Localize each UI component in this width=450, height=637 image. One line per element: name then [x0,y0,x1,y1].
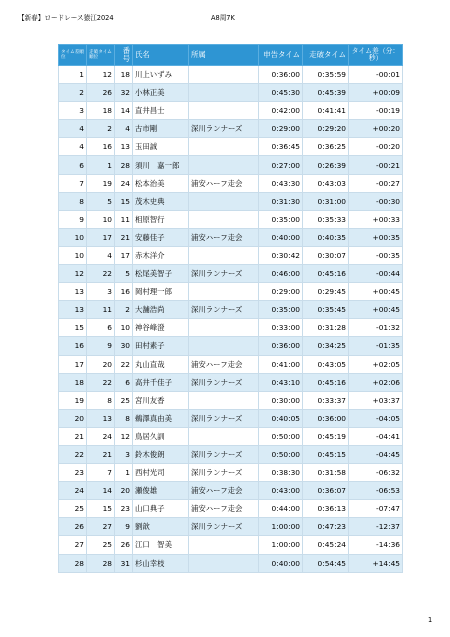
cell-bib: 23 [115,500,133,518]
cell-run-time: 0:31:00 [303,192,349,210]
cell-bib: 1 [115,464,133,482]
cell-time-diff: -01:32 [349,319,403,337]
cell-run-time: 0:45:16 [303,265,349,283]
cell-run-rank: 13 [87,409,115,427]
cell-club: 浦安ハーフ走会 [189,482,259,500]
cell-club [189,246,259,264]
cell-club: 深川ランナーズ [189,445,259,463]
col-club: 所属 [189,45,259,66]
table-row [59,283,403,301]
cell-time-diff: -06:53 [349,482,403,500]
cell-run-time: 0:43:03 [303,174,349,192]
cell-time-rank: 15 [59,319,87,337]
cell-club: 深川ランナーズ [189,120,259,138]
cell-time-diff: -00:19 [349,102,403,120]
cell-declared-time: 0:36:45 [259,138,303,156]
cell-club: 深川ランナーズ [189,373,259,391]
cell-time-diff: -06:32 [349,464,403,482]
cell-declared-time: 0:27:00 [259,156,303,174]
cell-bib: 15 [115,192,133,210]
cell-run-time: 0:36:13 [303,500,349,518]
table-row [59,265,403,283]
cell-declared-time: 0:50:00 [259,445,303,463]
cell-run-time: 0:31:28 [303,319,349,337]
cell-run-rank: 7 [87,464,115,482]
cell-bib: 28 [115,156,133,174]
cell-run-rank: 9 [87,337,115,355]
cell-declared-time: 0:29:00 [259,120,303,138]
cell-club: 浦安ハーフ走会 [189,174,259,192]
cell-time-diff: -14:36 [349,536,403,554]
cell-name: 古市剛 [133,120,189,138]
cell-time-rank: 4 [59,120,87,138]
table-row [59,500,403,518]
cell-time-rank: 17 [59,355,87,373]
cell-bib: 21 [115,228,133,246]
cell-time-rank: 28 [59,554,87,572]
cell-bib: 3 [115,445,133,463]
table-row [59,210,403,228]
cell-time-rank: 6 [59,156,87,174]
cell-declared-time: 0:41:00 [259,355,303,373]
table-row [59,409,403,427]
cell-name: 安藤佳子 [133,228,189,246]
cell-run-time: 0:35:45 [303,301,349,319]
cell-run-rank: 8 [87,391,115,409]
cell-name: 江口 智美 [133,536,189,554]
table-row [59,246,403,264]
cell-run-time: 0:35:59 [303,66,349,84]
cell-time-rank: 24 [59,482,87,500]
cell-name: 岡村理一郎 [133,283,189,301]
cell-time-rank: 1 [59,66,87,84]
cell-declared-time: 0:35:00 [259,301,303,319]
cell-run-time: 0:29:45 [303,283,349,301]
cell-declared-time: 0:38:30 [259,464,303,482]
cell-time-diff: -00:30 [349,192,403,210]
cell-name: 杉山幸枝 [133,554,189,572]
cell-time-rank: 2 [59,84,87,102]
cell-time-diff: +00:33 [349,210,403,228]
cell-run-rank: 27 [87,518,115,536]
cell-bib: 13 [115,138,133,156]
cell-run-rank: 17 [87,228,115,246]
cell-time-diff: +00:45 [349,301,403,319]
cell-time-rank: 27 [59,536,87,554]
cell-time-diff: +14:45 [349,554,403,572]
cell-bib: 17 [115,246,133,264]
cell-bib: 16 [115,283,133,301]
cell-run-rank: 10 [87,210,115,228]
col-time-rank: タイム差順位 [59,45,87,66]
cell-declared-time: 0:35:00 [259,210,303,228]
cell-time-diff: +00:35 [349,228,403,246]
cell-run-rank: 15 [87,500,115,518]
cell-time-rank: 3 [59,102,87,120]
cell-time-diff: +00:20 [349,120,403,138]
cell-declared-time: 0:40:00 [259,554,303,572]
cell-bib: 8 [115,409,133,427]
table-row [59,482,403,500]
cell-name: 劉歆 [133,518,189,536]
cell-club: 深川ランナーズ [189,265,259,283]
cell-declared-time: 1:00:00 [259,536,303,554]
col-run-time-rank: 走破タイム順位 [87,45,115,66]
cell-club [189,337,259,355]
table-row [59,66,403,84]
cell-time-rank: 8 [59,192,87,210]
cell-time-diff: -00:35 [349,246,403,264]
cell-run-rank: 21 [87,445,115,463]
table-row [59,554,403,572]
cell-run-time: 0:45:15 [303,445,349,463]
cell-bib: 20 [115,482,133,500]
cell-declared-time: 0:44:00 [259,500,303,518]
cell-name: 山口典子 [133,500,189,518]
cell-declared-time: 0:40:00 [259,228,303,246]
cell-bib: 22 [115,355,133,373]
cell-run-rank: 6 [87,319,115,337]
cell-club [189,138,259,156]
table-row [59,319,403,337]
cell-name: 大舗浩尚 [133,301,189,319]
table-row [59,536,403,554]
cell-club: 深川ランナーズ [189,464,259,482]
cell-time-rank: 21 [59,427,87,445]
cell-time-diff: -04:41 [349,427,403,445]
cell-time-rank: 4 [59,138,87,156]
cell-declared-time: 0:29:00 [259,283,303,301]
cell-name: 小林正美 [133,84,189,102]
cell-name: 瀬俊雄 [133,482,189,500]
cell-run-time: 0:36:07 [303,482,349,500]
cell-club [189,319,259,337]
cell-club: 浦安ハーフ走会 [189,228,259,246]
cell-declared-time: 0:36:00 [259,337,303,355]
cell-time-rank: 22 [59,445,87,463]
race-category: A8周7K [211,14,235,22]
cell-club [189,84,259,102]
cell-club: 深川ランナーズ [189,518,259,536]
cell-run-rank: 3 [87,283,115,301]
cell-name: 高井千佳子 [133,373,189,391]
cell-name: 松本治美 [133,174,189,192]
cell-time-rank: 10 [59,246,87,264]
cell-time-rank: 26 [59,518,87,536]
cell-run-rank: 14 [87,482,115,500]
cell-bib: 11 [115,210,133,228]
cell-declared-time: 0:46:00 [259,265,303,283]
col-declared-time: 申告タイム [259,45,303,66]
cell-run-rank: 24 [87,427,115,445]
table-row [59,391,403,409]
cell-declared-time: 0:40:05 [259,409,303,427]
page-number: 1 [428,616,433,624]
cell-run-rank: 18 [87,102,115,120]
cell-time-diff: +00:45 [349,283,403,301]
cell-club [189,283,259,301]
results-table-header [59,45,403,66]
cell-time-rank: 13 [59,301,87,319]
cell-name: 松尾美智子 [133,265,189,283]
cell-bib: 14 [115,102,133,120]
cell-club: 深川ランナーズ [189,301,259,319]
table-row [59,445,403,463]
cell-run-rank: 5 [87,192,115,210]
cell-club [189,427,259,445]
table-row [59,228,403,246]
cell-time-rank: 18 [59,373,87,391]
table-row [59,156,403,174]
cell-declared-time: 0:43:30 [259,174,303,192]
cell-time-rank: 16 [59,337,87,355]
cell-club: 浦安ハーフ走会 [189,500,259,518]
cell-time-rank: 25 [59,500,87,518]
results-table [58,44,403,573]
cell-time-diff: -00:20 [349,138,403,156]
cell-run-time: 0:47:23 [303,518,349,536]
table-row [59,192,403,210]
cell-run-rank: 28 [87,554,115,572]
cell-declared-time: 0:30:42 [259,246,303,264]
cell-declared-time: 0:50:00 [259,427,303,445]
cell-run-rank: 25 [87,536,115,554]
cell-time-diff: -00:01 [349,66,403,84]
cell-run-rank: 20 [87,355,115,373]
table-row [59,102,403,120]
cell-run-time: 0:40:35 [303,228,349,246]
cell-time-rank: 20 [59,409,87,427]
table-row [59,138,403,156]
cell-name: 川上いずみ [133,66,189,84]
cell-run-time: 0:33:37 [303,391,349,409]
cell-club: 浦安ハーフ走会 [189,355,259,373]
cell-run-time: 0:30:07 [303,246,349,264]
cell-run-time: 0:45:39 [303,84,349,102]
cell-time-diff: -04:05 [349,409,403,427]
cell-bib: 32 [115,84,133,102]
cell-declared-time: 0:43:10 [259,373,303,391]
cell-bib: 18 [115,66,133,84]
cell-run-rank: 11 [87,301,115,319]
table-row [59,120,403,138]
cell-declared-time: 0:31:30 [259,192,303,210]
cell-declared-time: 0:30:00 [259,391,303,409]
cell-name: 鈴木俊朗 [133,445,189,463]
cell-time-diff: -01:35 [349,337,403,355]
table-row [59,518,403,536]
cell-time-rank: 23 [59,464,87,482]
cell-bib: 12 [115,427,133,445]
cell-name: 宮川友香 [133,391,189,409]
cell-bib: 24 [115,174,133,192]
cell-run-time: 0:54:45 [303,554,349,572]
cell-time-diff: -00:21 [349,156,403,174]
cell-time-diff: -00:27 [349,174,403,192]
cell-name: 茂木史典 [133,192,189,210]
cell-time-diff: +03:37 [349,391,403,409]
cell-bib: 10 [115,319,133,337]
cell-bib: 9 [115,518,133,536]
cell-time-diff: +02:06 [349,373,403,391]
col-bib: 番号 [115,45,133,66]
cell-time-diff: -00:44 [349,265,403,283]
cell-time-rank: 12 [59,265,87,283]
table-row [59,355,403,373]
cell-run-time: 0:41:41 [303,102,349,120]
cell-bib: 26 [115,536,133,554]
cell-time-diff: -07:47 [349,500,403,518]
col-run-time: 走破タイム [303,45,349,66]
cell-club: 深川ランナーズ [189,409,259,427]
cell-bib: 4 [115,120,133,138]
cell-bib: 31 [115,554,133,572]
cell-time-rank: 10 [59,228,87,246]
cell-run-time: 0:43:05 [303,355,349,373]
cell-run-rank: 2 [87,120,115,138]
cell-name: 田村素子 [133,337,189,355]
cell-run-rank: 16 [87,138,115,156]
cell-club [189,536,259,554]
cell-time-diff: -12:37 [349,518,403,536]
cell-name: 丸山直哉 [133,355,189,373]
table-row [59,373,403,391]
cell-name: 鵜澤真由美 [133,409,189,427]
cell-run-rank: 19 [87,174,115,192]
cell-bib: 25 [115,391,133,409]
cell-run-rank: 26 [87,84,115,102]
cell-bib: 5 [115,265,133,283]
cell-run-time: 0:36:00 [303,409,349,427]
cell-time-diff: +02:05 [349,355,403,373]
cell-run-time: 0:35:33 [303,210,349,228]
table-row [59,84,403,102]
cell-run-rank: 22 [87,373,115,391]
table-row [59,464,403,482]
cell-name: 玉田誠 [133,138,189,156]
cell-declared-time: 0:45:30 [259,84,303,102]
cell-club [189,156,259,174]
cell-time-diff: -04:45 [349,445,403,463]
cell-time-rank: 19 [59,391,87,409]
cell-run-rank: 1 [87,156,115,174]
cell-run-time: 0:34:25 [303,337,349,355]
cell-run-time: 0:26:39 [303,156,349,174]
cell-bib: 6 [115,373,133,391]
results-table-body [59,66,403,573]
cell-name: 直井昌士 [133,102,189,120]
cell-run-time: 0:29:20 [303,120,349,138]
cell-declared-time: 0:36:00 [259,66,303,84]
cell-club [189,210,259,228]
table-row [59,337,403,355]
cell-run-rank: 22 [87,265,115,283]
cell-run-rank: 4 [87,246,115,264]
cell-time-rank: 9 [59,210,87,228]
cell-club [189,391,259,409]
cell-name: 西村光司 [133,464,189,482]
cell-declared-time: 0:33:00 [259,319,303,337]
col-time-diff: タイム差（分：秒） [349,45,403,66]
cell-declared-time: 0:43:00 [259,482,303,500]
col-name: 氏名 [133,45,189,66]
cell-time-diff: +00:09 [349,84,403,102]
cell-club [189,66,259,84]
cell-name: 赤木洋介 [133,246,189,264]
cell-name: 神谷峰澄 [133,319,189,337]
cell-run-time: 0:36:25 [303,138,349,156]
cell-name: 鳥居久訓 [133,427,189,445]
cell-run-time: 0:45:19 [303,427,349,445]
cell-bib: 30 [115,337,133,355]
cell-club [189,192,259,210]
cell-run-rank: 12 [87,66,115,84]
table-row [59,427,403,445]
cell-run-time: 0:45:16 [303,373,349,391]
cell-declared-time: 1:00:00 [259,518,303,536]
cell-club [189,102,259,120]
cell-run-time: 0:31:58 [303,464,349,482]
table-row [59,174,403,192]
cell-name: 須川 嘉一郎 [133,156,189,174]
cell-time-rank: 7 [59,174,87,192]
table-row [59,301,403,319]
cell-run-time: 0:45:24 [303,536,349,554]
page-title: 【新春】ロードレース猿江2024 [18,14,114,22]
cell-name: 相原智行 [133,210,189,228]
cell-bib: 2 [115,301,133,319]
cell-time-rank: 13 [59,283,87,301]
cell-declared-time: 0:42:00 [259,102,303,120]
cell-club [189,554,259,572]
